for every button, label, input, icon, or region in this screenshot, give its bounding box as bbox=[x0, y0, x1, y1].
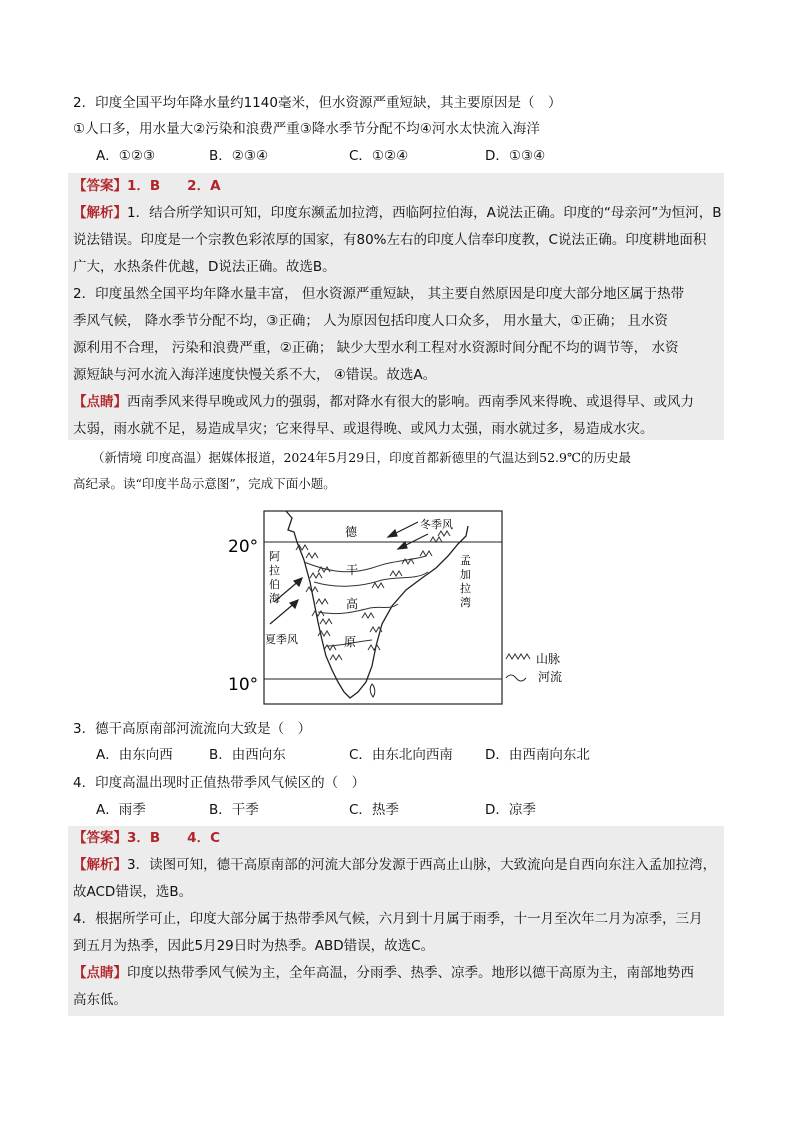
q4-option-a: A．雨季 bbox=[96, 802, 146, 818]
q4-option-d: D．凉季 bbox=[485, 802, 536, 818]
label-arabian-1: 阿 bbox=[269, 550, 280, 563]
q3-stem: 3．德干高原南部河流流向大致是（ ） bbox=[73, 721, 312, 737]
legend-mountain-symbol bbox=[506, 654, 530, 659]
legend-mountain-label: 山脉 bbox=[536, 652, 561, 666]
lat-20-label: 20° bbox=[228, 537, 259, 557]
legend-river-label: 河流 bbox=[538, 670, 563, 684]
analysis-line-3: 4．根据所学可止，印度大部分属于热带季风气候，六月到十月属于雨季，十一月至次年二月为凉季，三月 bbox=[73, 911, 703, 927]
answer-text: 1．B 2．A bbox=[127, 178, 221, 194]
comment-text: 西南季风来得早晚或风力的强弱，都对降水有很大的影响。西南季风来得晚、或退得早、或风力 bbox=[127, 394, 694, 410]
q4-option-b: B．干季 bbox=[209, 802, 259, 818]
legend-river-symbol bbox=[506, 675, 526, 681]
label-bengal-3: 拉 bbox=[460, 582, 471, 595]
q2-option-b: B．②③④ bbox=[209, 148, 269, 164]
analysis-line-1 bbox=[73, 854, 716, 876]
lat-10-label: 10° bbox=[228, 675, 259, 695]
answer-block-2 bbox=[68, 826, 724, 1016]
q3-option-c: C．由东北向西南 bbox=[349, 747, 453, 763]
answer-block-1 bbox=[68, 173, 724, 440]
label-bengal-2: 加 bbox=[460, 568, 471, 581]
answer-tag: 【答案】 bbox=[73, 178, 127, 194]
intro-line-2: 高纪录。读“印度半岛示意图”，完成下面小题。 bbox=[73, 476, 336, 491]
analysis-line-3: 广大，水热条件优越，D说法正确。故选B。 bbox=[73, 259, 336, 275]
label-bengal-1: 孟 bbox=[460, 554, 471, 567]
q2-stem: 2．印度全国平均年降水量约1140毫米，但水资源严重短缺，其主要原因是（ ） bbox=[73, 95, 562, 111]
q4-option-c: C．热季 bbox=[349, 802, 399, 818]
label-yuan: 原 bbox=[344, 635, 357, 649]
analysis-tag: 【解析】 bbox=[73, 205, 127, 221]
q2-option-a: A．①②③ bbox=[96, 148, 156, 164]
label-arabian-2: 拉 bbox=[269, 564, 280, 577]
analysis-line-5: 季风气候， 降水季节分配不均，③正确； 人为原因包括印度人口众多， 用水量大，①正确； 且水资 bbox=[73, 313, 668, 329]
label-gan: 干 bbox=[346, 563, 359, 577]
q3-option-a: A．由东向西 bbox=[96, 747, 173, 763]
label-arabian-3: 伯 bbox=[269, 578, 280, 591]
analysis-line-7: 源短缺与河水流入海洋速度快慢关系不大， ④错误。故选A。 bbox=[73, 367, 437, 383]
analysis-line-2: 说法错误。印度是一个宗教色彩浓厚的国家，有80%左右的印度人信奉印度教，C说法正确。印度耕地面积 bbox=[73, 232, 707, 248]
analysis-text: 1．结合所学知识可知，印度东濒孟加拉湾，西临阿拉伯海，A说法正确。印度的“母亲河”为恒河，B bbox=[127, 205, 722, 221]
analysis-line-2: 故ACD错误，选B。 bbox=[73, 884, 193, 900]
comment-line-2: 太弱，雨水就不足，易造成旱灾；它来得早、或退得晚、或风力太强，雨水就过多，易造成水灾。 bbox=[73, 421, 654, 437]
label-gao: 高 bbox=[346, 597, 359, 611]
q3-option-d: D．由西南向东北 bbox=[485, 747, 590, 763]
label-arabian-4: 海 bbox=[269, 592, 280, 605]
comment-tag: 【点睛】 bbox=[73, 394, 127, 410]
answer-tag: 【答案】 bbox=[73, 830, 127, 846]
analysis-tag: 【解析】 bbox=[73, 857, 127, 873]
answer-text: 3．B 4．C bbox=[127, 830, 220, 846]
label-summer-monsoon: 夏季风 bbox=[265, 633, 298, 646]
analysis-line-6: 源利用不合理， 污染和浪费严重，②正确； 缺少大型水利工程对水资源时间分配不均的调节等， 水资 bbox=[73, 340, 679, 356]
analysis-line-4: 2．印度虽然全国平均年降水量丰富， 但水资源严重短缺， 其主要自然原因是印度大部分地区属于热带 bbox=[73, 286, 685, 302]
comment-tag: 【点睛】 bbox=[73, 965, 127, 981]
label-winter-monsoon: 冬季风 bbox=[420, 518, 453, 531]
label-de: 德 bbox=[345, 525, 358, 539]
analysis-line-1 bbox=[73, 202, 722, 224]
label-bengal-4: 湾 bbox=[460, 596, 471, 609]
india-peninsula-map bbox=[222, 506, 572, 706]
analysis-text: 3．读图可知，德干高原南部的河流大部分发源于西高止山脉，大致流向是自西向东注入孟加拉湾， bbox=[127, 857, 717, 873]
q4-stem: 4．印度高温出现时正值热带季风气候区的（ ） bbox=[73, 775, 366, 791]
comment-line-1 bbox=[73, 391, 694, 413]
q2-items: ①人口多，用水量大②污染和浪费严重③降水季节分配不均④河水太快流入海洋 bbox=[73, 121, 540, 137]
answer-line bbox=[73, 827, 220, 849]
comment-text: 印度以热带季风气候为主，全年高温，分雨季、热季、凉季。地形以德干高原为主，南部地势西 bbox=[127, 965, 694, 981]
answer-line bbox=[73, 175, 221, 197]
q3-option-b: B．由西向东 bbox=[209, 747, 286, 763]
intro-line-1: （新情境 印度高温）据媒体报道，2024年5月29日，印度首都新德里的气温达到52.9℃的历史最 bbox=[92, 450, 631, 465]
comment-line-1 bbox=[73, 962, 694, 984]
q2-option-c: C．①②④ bbox=[349, 148, 409, 164]
q2-option-d: D．①③④ bbox=[485, 148, 546, 164]
analysis-line-4: 到五月为热季，因此5月29日时为热季。ABD错误，故选C。 bbox=[73, 938, 435, 954]
comment-line-2: 高东低。 bbox=[73, 992, 127, 1008]
